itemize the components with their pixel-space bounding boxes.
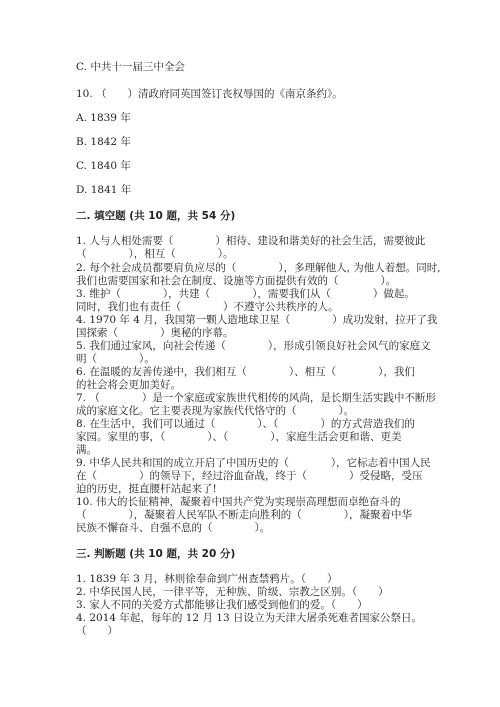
fill-line: 满。 (76, 444, 97, 456)
fill-line: 民族不懈奋斗、自强不息的（ ）。 (76, 522, 271, 534)
fill-line: 的社会将会更加美好。 (76, 379, 181, 391)
fill-line: 国探索（ ）奥秘的序幕。 (76, 327, 234, 339)
judge-line: 3. 家人不同的关爱方式都能够让我们感受到他们的爱。（ ） (76, 599, 368, 611)
judge-line: 1. 1839 年 3 月，林则徐奉命到广州查禁鸦片。（ ） (76, 573, 338, 585)
fill-line: 成的家庭文化。它主要表现为家族代代恪守的（ ）。 (76, 405, 355, 417)
fill-section-heading: 二. 填空题 (共 10 题，共 54 分) (76, 210, 236, 222)
option-c: C. 1840 年 (76, 160, 131, 172)
fill-line: 9. 中华人民共和国的成立开启了中国历史的（ ），它标志着中国人民 (76, 457, 431, 469)
fill-line: 同时，我们也有责任（ ）不遵守公共秩序的人。 (76, 301, 339, 313)
question-10-stem: 10. （ ）清政府同英国签订丧权辱国的《南京条约》。 (76, 88, 343, 100)
fill-line: 1. 人与人相处需要（ ）相待、建设和谐美好的社会生活，需要彼此 (76, 235, 426, 247)
fill-line: 明（ ）。 (76, 353, 155, 365)
fill-line: 迫的历史，挺直腰杆站起来了! (76, 483, 217, 495)
fill-line: 8. 在生活中，我们可以通过（ ）、（ ）的方式营造我们的 (76, 418, 415, 430)
option-d: D. 1841 年 (76, 184, 132, 196)
fill-line: 7. （ ）是一个家庭或家族世代相传的风尚，是长期生活实践中不断形 (76, 392, 436, 404)
fill-line: 我们也需要国家和社会在制度、设施等方面提供有效的（ ）。 (76, 275, 397, 287)
judge-line: （ ） (76, 625, 118, 637)
fill-line: 4. 1970 年 4 月，我国第一颗人造地球卫星（ ）成功发射，拉开了我 (76, 314, 438, 326)
fill-line: 5. 我们通过家风，向社会传递（ ），形成引领良好社会风气的家庭文 (76, 340, 431, 352)
fill-line: 6. 在温暖的友善传递中，我们相互（ ）、相互（ ），我们 (76, 366, 415, 378)
fill-line: 2. 每个社会成员都要肩负应尽的（ ），多理解他人, 为他人着想。同时, (76, 262, 441, 274)
option-a: A. 1839 年 (76, 112, 131, 124)
fill-line: 3. 维护（ ），共建（ ），需要我们从（ ）做起。 (76, 288, 415, 300)
fill-line: （ ），凝聚着人民军队不断走向胜利的（ ），凝聚着中华 (76, 509, 412, 521)
fill-line: 家园。家里的事，（ ）、（ ），家庭生活会更和谐、更美 (76, 431, 402, 443)
fill-line: 10. 伟大的长征精神，凝聚着中国共产党为实现崇高理想而卓绝奋斗的 (76, 496, 401, 508)
fill-line: 在（ ）的领导下，经过浴血奋战，终于（ ）受侵略，受压 (76, 470, 423, 482)
judge-section-heading: 三. 判断题 (共 10 题，共 20 分) (76, 548, 236, 560)
judge-line: 2. 中华民国人民，一律平等，无种族、阶级、宗教之区别。（ ） (76, 586, 389, 598)
option-c-prev: C. 中共十一届三中全会 (76, 61, 185, 73)
fill-line: （ ），相互（ ）。 (76, 248, 234, 260)
option-b: B. 1842 年 (76, 136, 131, 148)
judge-line: 4. 2014 年起，每年的 12 月 13 日设立为天津大屠杀死难者国家公祭日。 (76, 612, 422, 624)
